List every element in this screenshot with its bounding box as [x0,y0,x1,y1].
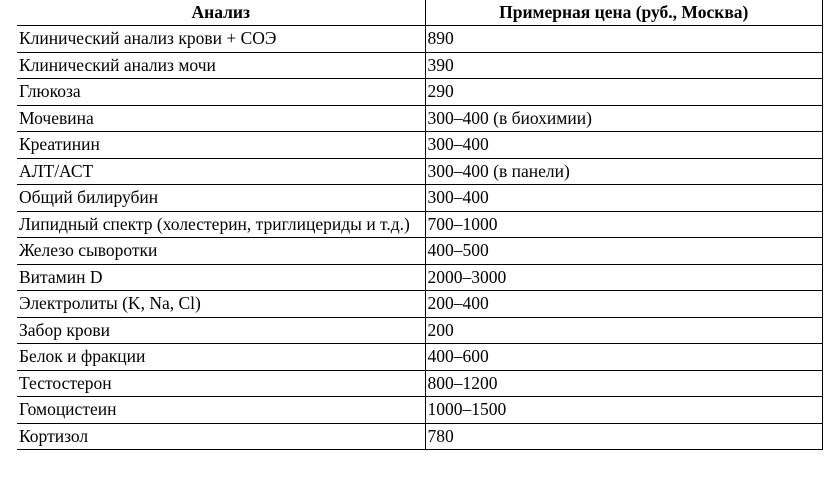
table-row [17,344,823,371]
price-cell: 780 [425,423,823,450]
price-cell: 700–1000 [425,211,823,238]
analysis-name-cell: АЛТ/АСТ [17,158,425,185]
price-cell: 800–1200 [425,370,823,397]
price-cell: 200–400 [425,291,823,318]
table-row [17,291,823,318]
analysis-name-cell: Тестостерон [17,370,425,397]
analysis-name-cell: Электролиты (K, Na, Cl) [17,291,425,318]
table-row [17,238,823,265]
analysis-name-cell: Клинический анализ крови + СОЭ [17,26,425,53]
table-row [17,370,823,397]
header-analysis: Анализ [17,0,425,26]
table-row [17,158,823,185]
price-cell: 300–400 (в биохимии) [425,105,823,132]
table-row [17,52,823,79]
analysis-name-cell: Забор крови [17,317,425,344]
analysis-name-cell: Общий билирубин [17,185,425,212]
price-cell: 1000–1500 [425,397,823,424]
header-price: Примерная цена (руб., Москва) [425,0,823,26]
table-row [17,264,823,291]
price-cell: 290 [425,79,823,106]
price-cell: 400–500 [425,238,823,265]
table-row [17,132,823,159]
table-row [17,423,823,450]
table-row [17,79,823,106]
analysis-name-cell: Белок и фракции [17,344,425,371]
price-cell: 200 [425,317,823,344]
analysis-name-cell: Глюкоза [17,79,425,106]
table-row [17,397,823,424]
price-cell: 300–400 [425,185,823,212]
price-table [17,0,823,450]
analysis-name-cell: Клинический анализ мочи [17,52,425,79]
table-row [17,26,823,53]
analysis-name-cell: Витамин D [17,264,425,291]
analysis-name-cell: Железо сыворотки [17,238,425,265]
table-row [17,185,823,212]
price-cell: 300–400 (в панели) [425,158,823,185]
analysis-name-cell: Мочевина [17,105,425,132]
analysis-name-cell: Креатинин [17,132,425,159]
price-cell: 400–600 [425,344,823,371]
table-row [17,211,823,238]
table-header-row [17,0,823,26]
table-row [17,317,823,344]
analysis-name-cell: Липидный спектр (холестерин, триглицериды и т.д.) [17,211,425,238]
price-cell: 300–400 [425,132,823,159]
price-cell: 2000–3000 [425,264,823,291]
price-cell: 890 [425,26,823,53]
analysis-name-cell: Кортизол [17,423,425,450]
price-cell: 390 [425,52,823,79]
table-row [17,105,823,132]
analysis-name-cell: Гомоцистеин [17,397,425,424]
